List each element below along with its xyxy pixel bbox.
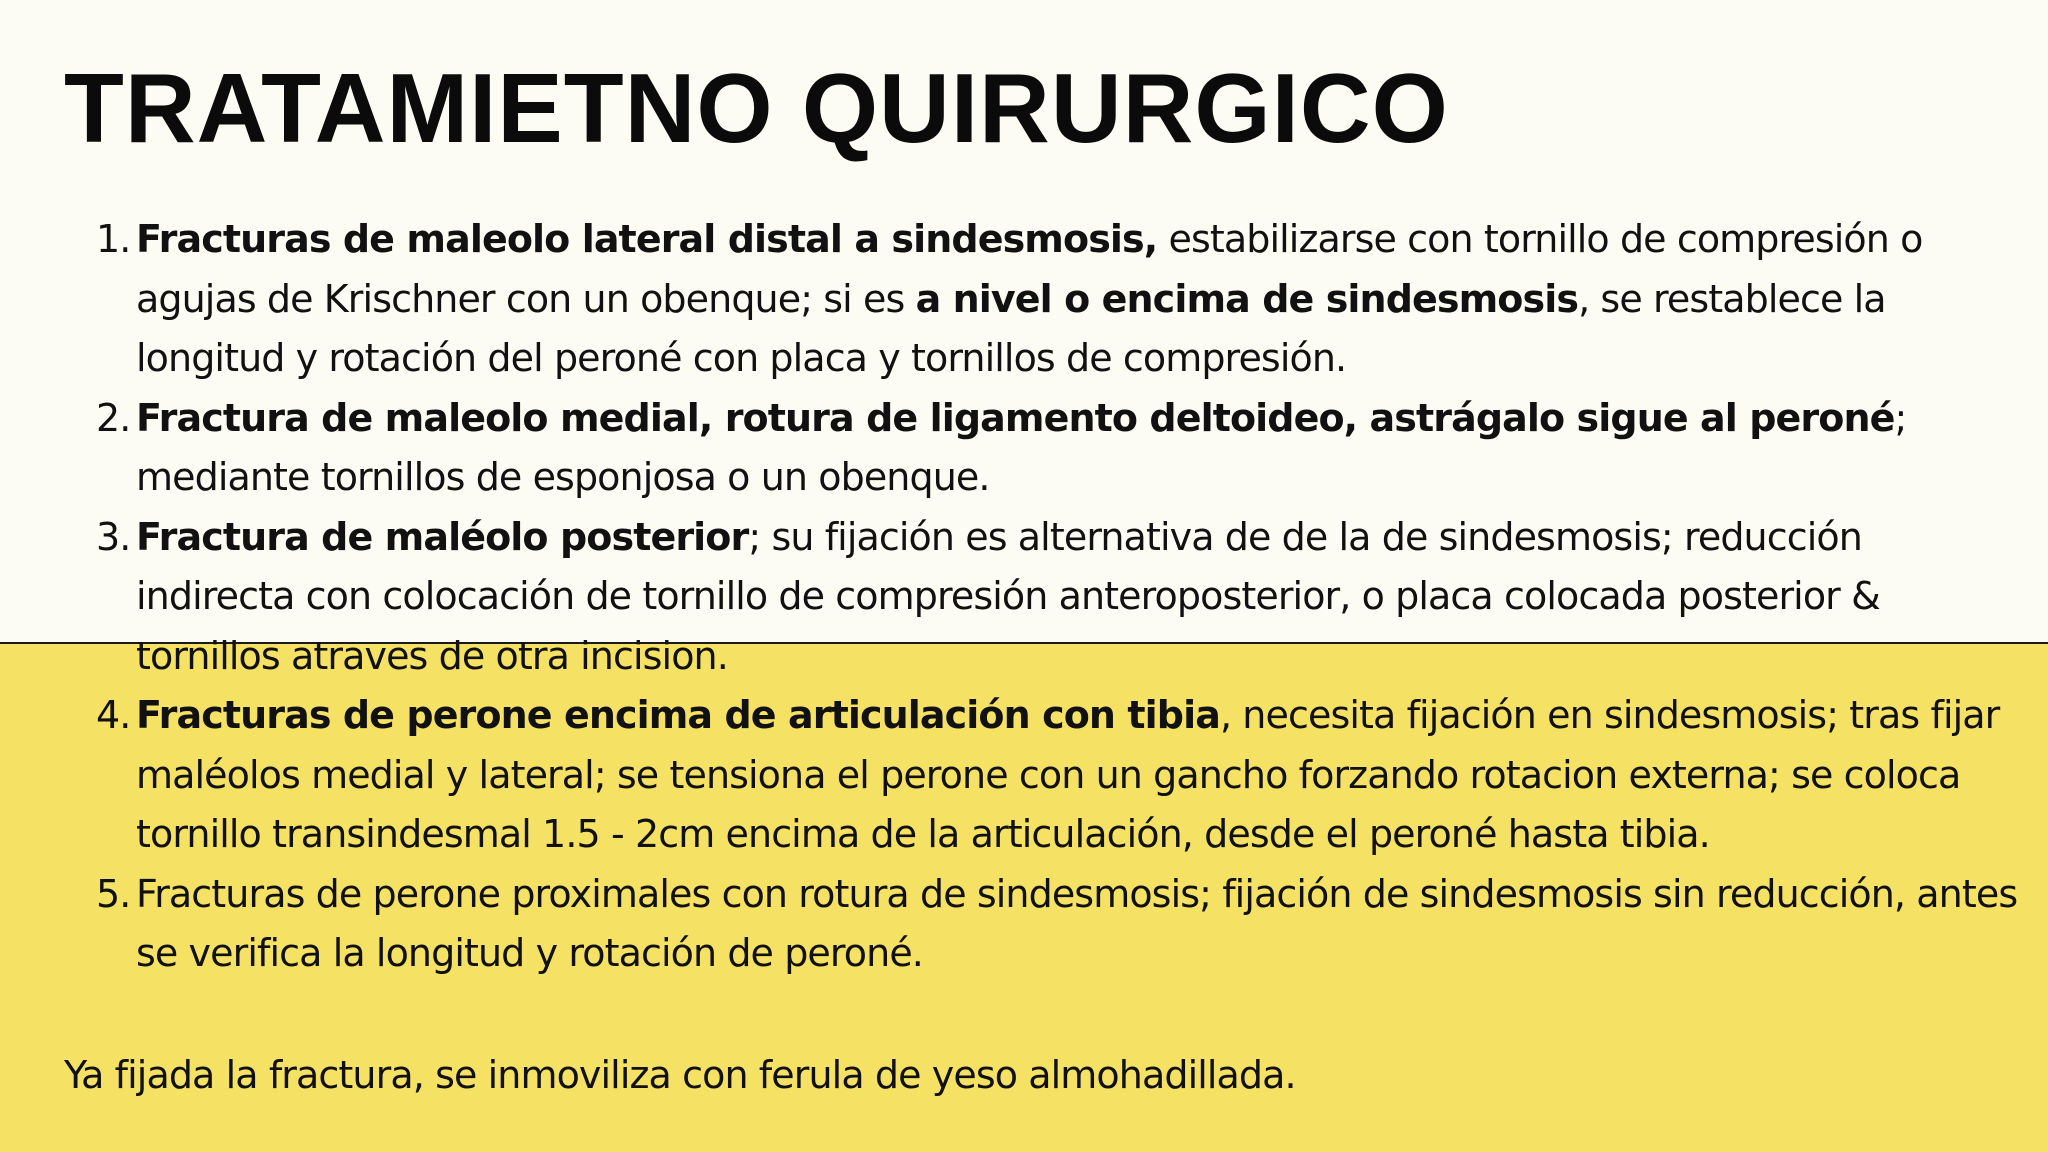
- list-item-text: [136, 210, 2026, 389]
- list-item-number: 4.: [96, 693, 131, 737]
- bold-text: Fractura de maléolo posterior: [136, 514, 749, 559]
- plain-text: ; su fijación es alternativa de de la de sindesmosis; reducción indirecta con colocación de tornillo de compresión anteroposterior, o placa colocada posterior & tornillos atraves de otra incision.: [136, 514, 1880, 678]
- list-item-number: 2.: [96, 395, 131, 440]
- plain-text: , se restablece la longitud y rotación del peroné con placa y tornillos de compresión.: [136, 276, 1886, 380]
- list-item: [96, 389, 2026, 508]
- bold-text: Fracturas de perone encima de articulación con tibia: [136, 693, 1220, 737]
- plain-text: estabilizarse con tornillo de compresión o agujas de Krischner con un obenque; si es: [136, 217, 1923, 321]
- list-item-text: [136, 389, 2026, 508]
- bold-text: Fractura de maleolo medial, rotura de ligamento deltoideo, astrágalo sigue al peroné: [136, 395, 1895, 440]
- slide-title: TRATAMIETNO QUIRURGICO: [64, 53, 1449, 163]
- list-item-number: 3.: [96, 514, 131, 559]
- list-item: [96, 686, 2026, 865]
- list-item-text: [136, 508, 2026, 687]
- list-item-text: [136, 865, 2026, 984]
- bold-text: Fracturas de maleolo lateral distal a sindesmosis,: [136, 217, 1158, 261]
- list-item-text: [136, 686, 2026, 865]
- plain-text: Fracturas de perone proximales con rotura de sindesmosis; fijación de sindesmosis sin reducción, antes se verifica la longitud y rotación de peroné.: [136, 871, 2018, 975]
- list-item: [96, 865, 2026, 984]
- plain-text: ; mediante tornillos de esponjosa o un obenque.: [136, 395, 1907, 499]
- list-item: [96, 210, 2026, 389]
- list-item-number: 1.: [96, 217, 131, 261]
- plain-text: , necesita fijación en sindesmosis; tras fijar maléolos medial y lateral; se tensiona el perone con un gancho forzando rotacion externa; se coloca tornillo transindesmal 1.5 - 2cm encima de la articulación, desde el peroné hasta tibia.: [136, 693, 2000, 856]
- list-item: [96, 508, 2026, 687]
- list-item-number: 5.: [96, 871, 131, 916]
- bold-text: a nivel o encima de sindesmosis: [915, 276, 1579, 321]
- footer-note: Ya fijada la fractura, se inmoviliza con ferula de yeso almohadillada.: [64, 1053, 1296, 1097]
- treatment-list: [96, 210, 2026, 984]
